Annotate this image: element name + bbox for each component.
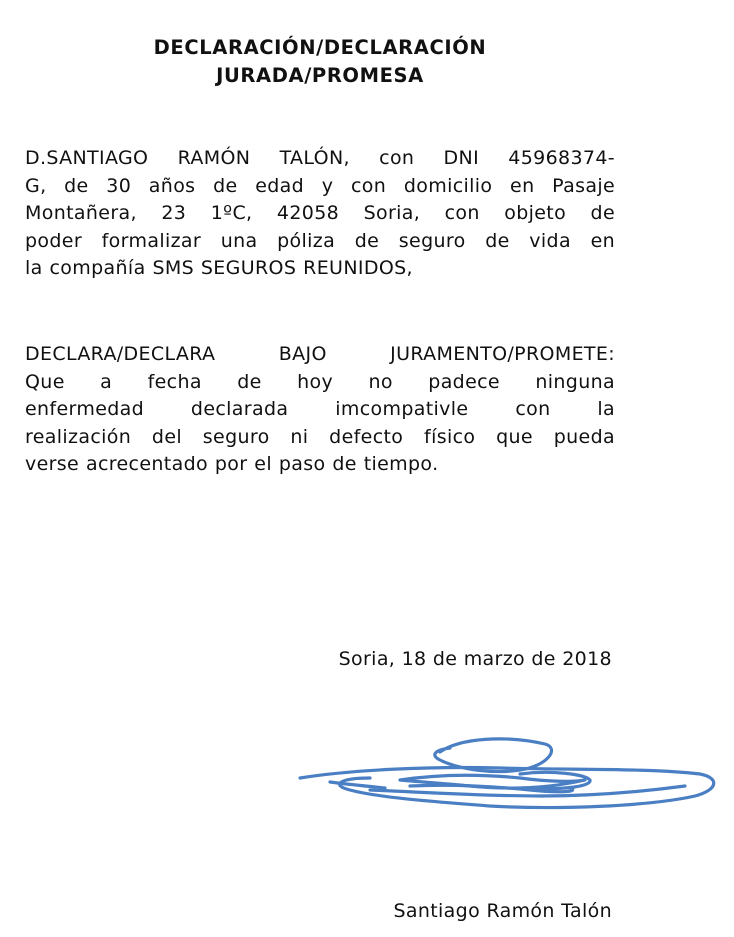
paragraph-line: DECLARA/DECLARA BAJO JURAMENTO/PROMETE: [25, 343, 615, 365]
paragraph-line: verse acrecentado por el paso de tiempo. [25, 453, 439, 475]
paragraph-line: poder formalizar una póliza de seguro de vida en [25, 229, 615, 252]
paragraph-line: la compañía SMS SEGUROS REUNIDOS, [25, 257, 413, 279]
paragraph-line: enfermedad declarada imcompativle con la [25, 398, 615, 420]
declarant-paragraph [25, 145, 615, 283]
place-and-date: Soria, 18 de marzo de 2018 [338, 648, 612, 670]
paragraph-line: G, de 30 años de edad y con domicilio en Pasaje [25, 174, 615, 197]
handwritten-signature [290, 730, 720, 830]
title-line-2: JURADA/PROMESA [216, 64, 424, 87]
paragraph-line: realización del seguro ni defecto físico que pueda [25, 425, 615, 448]
declaration-paragraph [25, 341, 615, 479]
paragraph-line: D.SANTIAGO RAMÓN TALÓN, con DNI 45968374- [25, 147, 615, 169]
paragraph-line: Que a fecha de hoy no padece ninguna [25, 370, 615, 393]
title-line-1: DECLARACIÓN/DECLARACIÓN [153, 36, 487, 59]
signer-name: Santiago Ramón Talón [393, 900, 612, 922]
document-title [60, 34, 580, 90]
paragraph-line: Montañera, 23 1ºC, 42058 Soria, con objeto de [25, 202, 615, 224]
